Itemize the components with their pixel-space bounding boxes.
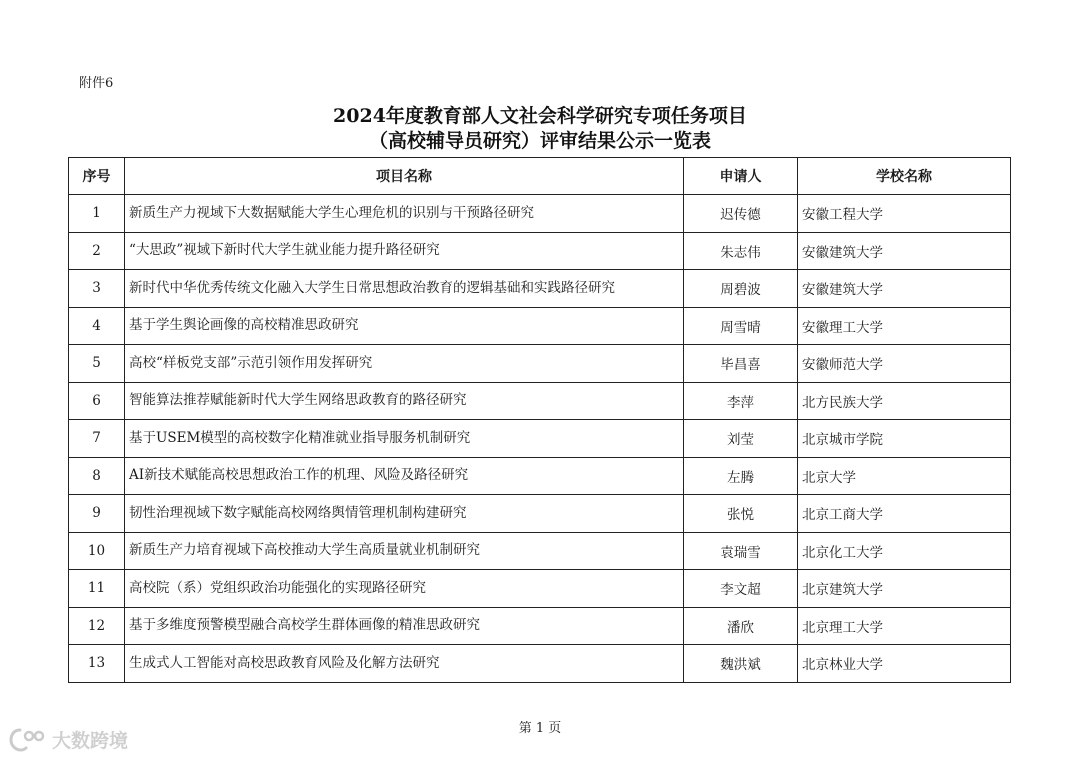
cell-serial: 9	[69, 495, 125, 533]
cell-project-name: 新时代中华优秀传统文化融入大学生日常思想政治教育的逻辑基础和实践路径研究	[125, 270, 684, 308]
document-title: 2024年度教育部人文社会科学研究专项任务项目	[333, 105, 747, 127]
results-table	[68, 157, 1011, 683]
cell-applicant: 张悦	[684, 495, 798, 533]
cell-school: 北京大学	[798, 457, 1011, 495]
watermark-text: 大数跨境	[52, 730, 129, 752]
cell-school: 北方民族大学	[798, 382, 1011, 420]
cell-project-name: 新质生产力视域下大数据赋能大学生心理危机的识别与干预路径研究	[125, 195, 684, 233]
document-subtitle: （高校辅导员研究）评审结果公示一览表	[368, 130, 711, 152]
page-number: 第 1 页	[518, 721, 562, 736]
cell-project-name: AI新技术赋能高校思想政治工作的机理、风险及路径研究	[125, 457, 684, 495]
table-body	[69, 195, 1011, 683]
cell-applicant: 左腾	[684, 457, 798, 495]
cell-school: 北京工商大学	[798, 495, 1011, 533]
cell-project-name: 高校院（系）党组织政治功能强化的实现路径研究	[125, 570, 684, 608]
cell-school: 北京理工大学	[798, 607, 1011, 645]
table-row	[69, 232, 1011, 270]
cell-school: 安徽理工大学	[798, 307, 1011, 345]
table-row	[69, 270, 1011, 308]
table-row	[69, 420, 1011, 458]
table-row	[69, 345, 1011, 383]
cell-serial: 12	[69, 607, 125, 645]
header-project-name: 项目名称	[125, 158, 684, 195]
cell-serial: 10	[69, 532, 125, 570]
logo-icon	[8, 727, 48, 753]
cell-project-name: 生成式人工智能对高校思政教育风险及化解方法研究	[125, 645, 684, 683]
header-serial: 序号	[69, 158, 125, 195]
cell-applicant: 朱志伟	[684, 232, 798, 270]
cell-serial: 6	[69, 382, 125, 420]
table-header-row	[69, 158, 1011, 195]
cell-project-name: 基于USEM模型的高校数字化精准就业指导服务机制研究	[125, 420, 684, 458]
table-row	[69, 457, 1011, 495]
cell-applicant: 潘欣	[684, 607, 798, 645]
cell-school: 北京化工大学	[798, 532, 1011, 570]
cell-applicant: 周碧波	[684, 270, 798, 308]
cell-project-name: 基于多维度预警模型融合高校学生群体画像的精准思政研究	[125, 607, 684, 645]
cell-school: 北京城市学院	[798, 420, 1011, 458]
table-row	[69, 570, 1011, 608]
cell-school: 北京林业大学	[798, 645, 1011, 683]
cell-applicant: 李文超	[684, 570, 798, 608]
cell-project-name: 新质生产力培育视域下高校推动大学生高质量就业机制研究	[125, 532, 684, 570]
header-applicant: 申请人	[684, 158, 798, 195]
table-row	[69, 195, 1011, 233]
cell-serial: 4	[69, 307, 125, 345]
cell-project-name: 韧性治理视域下数字赋能高校网络舆情管理机制构建研究	[125, 495, 684, 533]
cell-applicant: 袁瑞雪	[684, 532, 798, 570]
cell-school: 安徽建筑大学	[798, 270, 1011, 308]
table-row	[69, 495, 1011, 533]
cell-school: 安徽建筑大学	[798, 232, 1011, 270]
cell-applicant: 刘莹	[684, 420, 798, 458]
cell-serial: 1	[69, 195, 125, 233]
header-school: 学校名称	[798, 158, 1011, 195]
table-row	[69, 382, 1011, 420]
cell-applicant: 魏洪斌	[684, 645, 798, 683]
cell-serial: 13	[69, 645, 125, 683]
cell-project-name: “大思政”视域下新时代大学生就业能力提升路径研究	[125, 232, 684, 270]
cell-serial: 7	[69, 420, 125, 458]
cell-applicant: 周雪晴	[684, 307, 798, 345]
cell-applicant: 毕昌喜	[684, 345, 798, 383]
cell-applicant: 迟传德	[684, 195, 798, 233]
table-row	[69, 532, 1011, 570]
table-row	[69, 307, 1011, 345]
cell-serial: 11	[69, 570, 125, 608]
cell-serial: 5	[69, 345, 125, 383]
cell-school: 北京建筑大学	[798, 570, 1011, 608]
watermark	[8, 726, 128, 753]
cell-project-name: 基于学生舆论画像的高校精准思政研究	[125, 307, 684, 345]
cell-serial: 8	[69, 457, 125, 495]
cell-applicant: 李萍	[684, 382, 798, 420]
cell-project-name: 高校“样板党支部”示范引领作用发挥研究	[125, 345, 684, 383]
cell-school: 安徽师范大学	[798, 345, 1011, 383]
cell-school: 安徽工程大学	[798, 195, 1011, 233]
cell-serial: 2	[69, 232, 125, 270]
cell-project-name: 智能算法推荐赋能新时代大学生网络思政教育的路径研究	[125, 382, 684, 420]
cell-serial: 3	[69, 270, 125, 308]
attachment-label: 附件6	[79, 76, 114, 91]
table-row	[69, 645, 1011, 683]
table-row	[69, 607, 1011, 645]
